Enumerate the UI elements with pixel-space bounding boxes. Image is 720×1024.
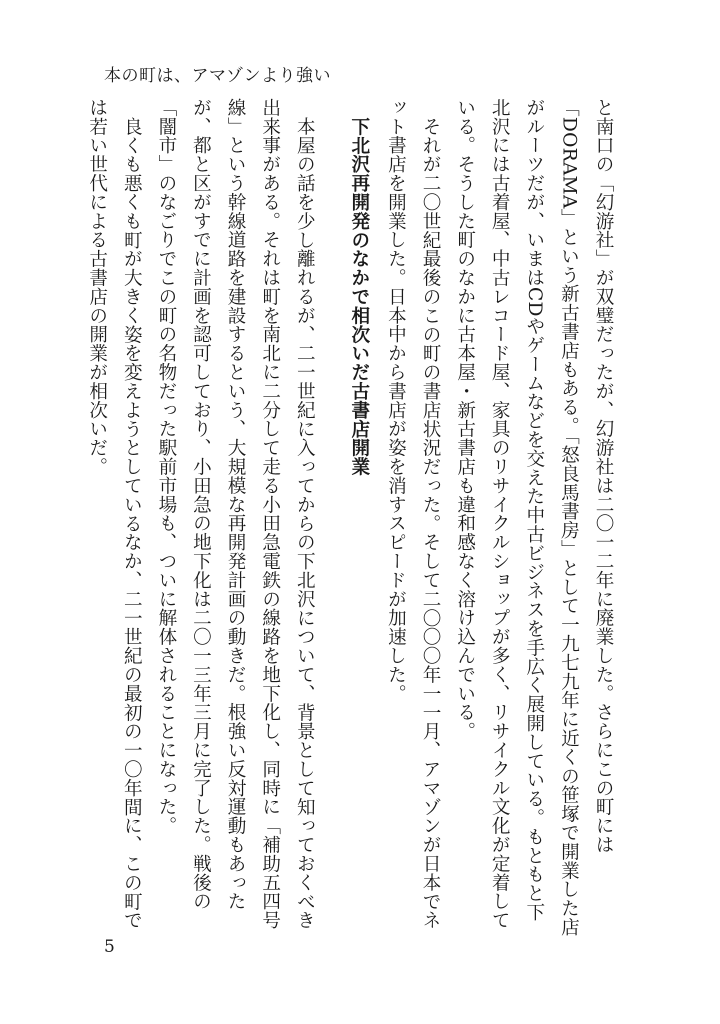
- section-heading: 下北沢再開発のなかで相次いだ古書店開業: [348, 116, 370, 476]
- paragraph-3: 本屋の話を少し離れるが、二一世紀に入ってからの下北沢について、背景として知っておくべき出来事がある。それは町を南北に二分して走る小田急電鉄の線路を地下化し、同時に「補助五四号線」という幹線道路を建設するという、大規模な再開発計画の動きだ。根強い反対運動もあったが、都と区がすでに計画を認可しており、小田急の地下化は二〇一三年三月に完了した。戦後の「闇市」のなごりでこの町の名物だった駅前市場も、ついに解体されることになった。: [155, 98, 316, 930]
- page-number: 5: [104, 937, 115, 957]
- paragraph-2: それが二〇世紀最後のこの町の書店状況だった。そして二〇〇〇年一一月、アマゾンが日本でネット書店を開業した。日本中から書店が姿を消すスピードが加速した。: [385, 98, 442, 930]
- running-head: 本の町は、アマゾンより強い: [104, 66, 331, 86]
- paragraph-4: 良くも悪くも町が大きく姿を変えようとしているなか、二一世紀の最初の一〇年間に、この町では若い世代による古書店の開業が相次いだ。: [86, 98, 143, 930]
- paragraph-1: と南口の「幻游社」が双璧だったが、幻游社は二〇一二年に廃業した。さらにこの町には「DORAMA」という新古書店もある。「怒良馬書房」として一九七九年に近くの笹塚で開業した店がルーツだが、いまはCDやゲームなどを交えた中古ビジネスを手広く展開している。もともと下北沢には古着屋、中古レコード屋、家具のリサイクルショップが多く、リサイクル文化が定着している。そうした町のなかに古本屋・新古書店も違和感なく溶け込んでいる。: [454, 98, 614, 937]
- body-text: [86, 98, 620, 938]
